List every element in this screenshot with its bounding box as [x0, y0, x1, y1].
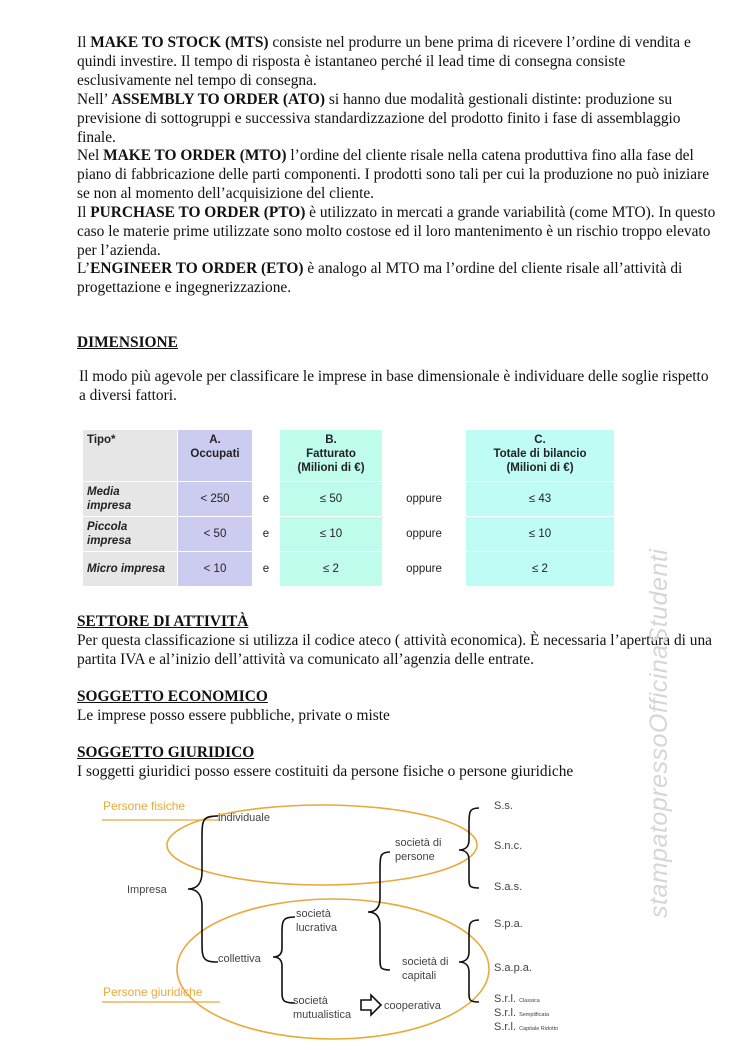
cell-totale: ≤ 43	[466, 482, 615, 517]
label-societa-capitali: società di	[402, 956, 449, 968]
lucrativa-brace	[368, 852, 390, 970]
label-societa-mutualistica: società	[293, 995, 328, 1007]
size-threshold-table	[82, 429, 615, 587]
heading-settore: SETTORE DI ATTIVITÀ	[77, 613, 249, 630]
paragraph-mto: Nel MAKE TO ORDER (MTO) l’ordine del cliente risale nella catena produttiva fino alla fase del piano di fabbricazione delle parti componenti. I prodotti sono tali per cui la produzione no può iniziare se non al momento dell’acquisizione del cliente.	[77, 147, 710, 202]
legal-forms-diagram	[0, 790, 600, 1040]
label-srl-capitale-ridotto: S.r.l. Capitale Ridotto	[494, 1021, 559, 1033]
cell-or: oppure	[383, 517, 466, 552]
collettiva-brace	[273, 917, 295, 1003]
arrow-right-icon	[361, 995, 381, 1015]
table-row	[83, 552, 615, 587]
label-persone-giuridiche: Persone giuridiche	[103, 985, 203, 999]
label-societa-lucrativa: società	[296, 908, 331, 920]
label-sas: S.a.s.	[494, 881, 523, 893]
cell-totale: ≤ 2	[466, 552, 615, 587]
cell-occupati: < 50	[178, 517, 253, 552]
label-societa-persone-2: persone	[395, 851, 435, 863]
label-spa: S.p.a.	[494, 918, 523, 930]
header-occupati: A. Occupati	[178, 430, 253, 482]
label-srl-classica: S.r.l. Classica	[494, 993, 540, 1005]
paragraph-eto: L’ENGINEER TO ORDER (ETO) è analogo al MTO ma l’ordine del cliente risale all’attività di progettazione e ingegnerizzazione.	[77, 260, 683, 296]
label-sapa: S.a.p.a.	[494, 962, 532, 974]
cell-and: e	[253, 552, 280, 587]
label-societa-persone: società di	[395, 837, 442, 849]
table-row	[83, 482, 615, 517]
label-impresa: Impresa	[127, 884, 167, 896]
paragraph-mts: Il MAKE TO STOCK (MTS) consiste nel produrre un bene prima di ricevere l’ordine di vendita e quindi investire. Il tempo di risposta è istantaneo perché il lead time di consegna consiste esclusivamente nel tempo di consegna.	[77, 34, 691, 89]
label-societa-mutualistica-2: mutualistica	[293, 1009, 352, 1021]
label-individuale: individuale	[218, 812, 270, 824]
table-row	[83, 517, 615, 552]
label-snc: S.n.c.	[494, 840, 523, 852]
cell-fatturato: ≤ 50	[280, 482, 383, 517]
cell-occupati: < 10	[178, 552, 253, 587]
paragraph-soggetto-giuridico: I soggetti giuridici posso essere costituiti da persone fisiche o persone giuridiche	[77, 763, 574, 780]
heading-soggetto-economico: SOGGETTO ECONOMICO	[77, 688, 268, 705]
label-srl-semplificata: S.r.l. Semplificata	[494, 1007, 550, 1019]
label-persone-fisiche: Persone fisiche	[103, 799, 186, 813]
watermark: stampatopressoOfficinaStudenti	[645, 548, 673, 918]
cell-and: e	[253, 482, 280, 517]
cell-and: e	[253, 517, 280, 552]
cell-fatturato: ≤ 2	[280, 552, 383, 587]
header-spacer-2	[383, 430, 466, 482]
header-totale: C. Totale di bilancio (Milioni di €)	[466, 430, 615, 482]
paragraph-settore: Per questa classificazione si utilizza il codice ateco ( attività economica). È necessaria l’apertura di una partita IVA e al’inizio dell’attività va comunicato all’agenzia delle entrate.	[77, 632, 712, 668]
heading-dimensione: DIMENSIONE	[77, 334, 178, 351]
cell-tipo: Piccola impresa	[83, 517, 178, 552]
heading-soggetto-giuridico: SOGGETTO GIURIDICO	[77, 744, 255, 761]
capitali-brace	[459, 920, 479, 1002]
header-fatturato: B. Fatturato (Milioni di €)	[280, 430, 383, 482]
impresa-brace	[188, 816, 218, 962]
cell-tipo: Micro impresa	[83, 552, 178, 587]
cell-tipo: Media impresa	[83, 482, 178, 517]
header-spacer-1	[253, 430, 280, 482]
paragraph-soggetto-economico: Le imprese posso essere pubbliche, private o miste	[77, 707, 390, 724]
cell-fatturato: ≤ 10	[280, 517, 383, 552]
cell-or: oppure	[383, 482, 466, 517]
label-ss: S.s.	[494, 800, 513, 812]
label-collettiva: collettiva	[218, 953, 261, 965]
cell-occupati: < 250	[178, 482, 253, 517]
header-tipo: Tipo*	[83, 430, 178, 482]
cell-or: oppure	[383, 552, 466, 587]
label-societa-capitali-2: capitali	[402, 970, 437, 982]
paragraph-dimensione: Il modo più agevole per classificare le imprese in base dimensionale è individuare delle soglie rispetto a diversi fattori.	[79, 368, 709, 404]
cell-totale: ≤ 10	[466, 517, 615, 552]
paragraph-pto: Il PURCHASE TO ORDER (PTO) è utilizzato in mercati a grande variabilità (come MTO). In questo caso le materie prime utilizzate sono molto costose ed il loro mantenimento è un rischio troppo elevato per l’azienda.	[77, 204, 716, 259]
table-header-row	[83, 430, 615, 482]
label-societa-lucrativa-2: lucrativa	[296, 922, 337, 934]
label-cooperativa: cooperativa	[384, 1000, 441, 1012]
paragraph-ato: Nell’ ASSEMBLY TO ORDER (ATO) si hanno due modalità gestionali distinte: produzione su previsione di sottogruppi e successiva standardizzazione del prodotto finito i fase di assemblaggio finale.	[77, 91, 681, 146]
